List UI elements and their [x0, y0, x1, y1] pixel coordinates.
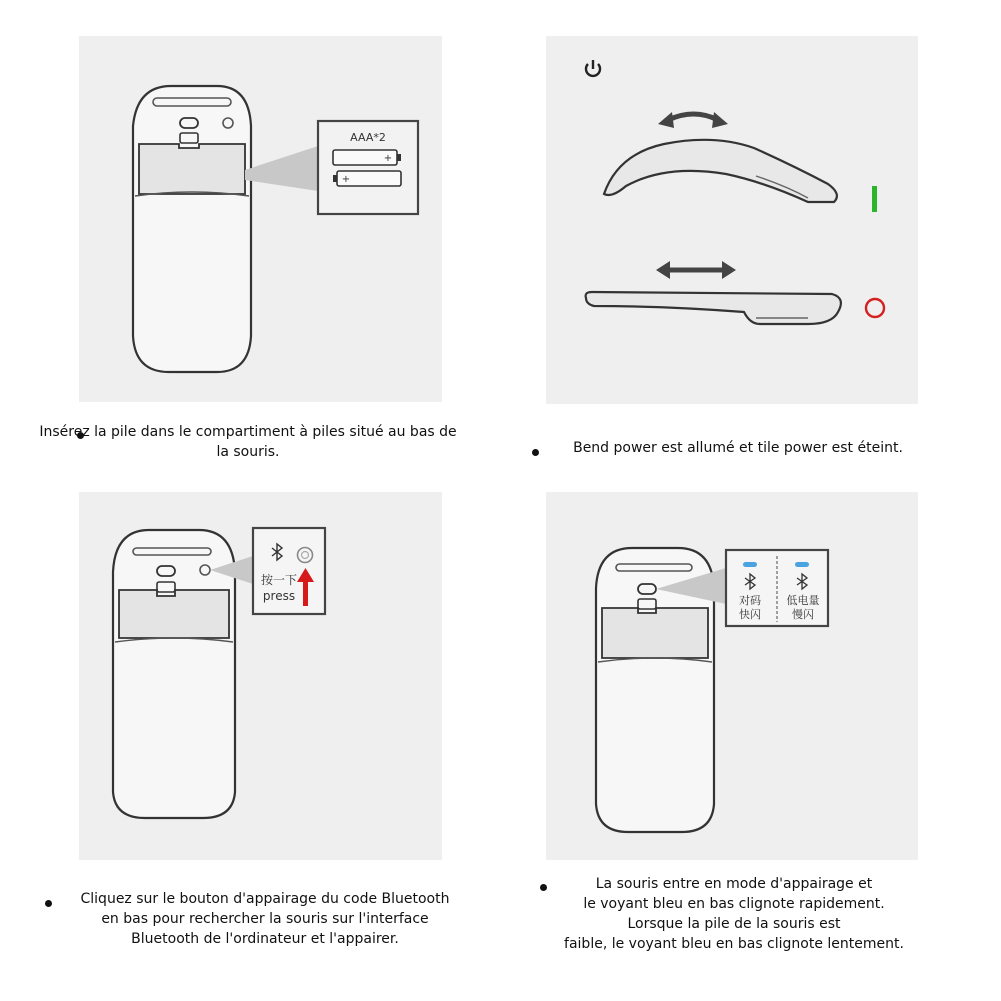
bend-arrow-icon: [658, 112, 728, 128]
pairing-panel: [79, 492, 442, 860]
fast-blink-label-2: 快闪: [739, 608, 761, 621]
mouse-bottom-battery-illustration: [79, 36, 442, 402]
on-indicator: [872, 186, 877, 212]
slow-blink-label-2: 慢闪: [792, 608, 814, 621]
caption-line: Lorsque la pile de la souris est: [627, 916, 841, 932]
flat-mouse: [586, 292, 841, 324]
svg-text:+: +: [383, 153, 393, 164]
off-indicator: [866, 299, 884, 317]
battery-cover: [119, 590, 229, 638]
battery-cover: [602, 608, 708, 658]
caption-line: la souris.: [216, 444, 280, 460]
caption-line: Bend power est allumé et tile power est éteint.: [573, 440, 903, 456]
battery-cover: [139, 144, 245, 194]
power-states-illustration: [546, 36, 918, 404]
caption-line: en bas pour rechercher la souris sur l'interface: [101, 911, 429, 927]
bullet-icon: [532, 449, 539, 456]
slow-blink-label-1: 低电量: [786, 594, 820, 607]
press-label-en: press: [262, 589, 296, 603]
caption-line: La souris entre en mode d'appairage et: [595, 876, 873, 892]
power-panel: [546, 36, 918, 404]
pairing-caption: [50, 889, 480, 949]
flat-arrow-icon: [656, 261, 736, 279]
caption-line: Insérez la pile dans le compartiment à piles situé au bas de: [39, 424, 457, 440]
power-icon: [586, 60, 600, 76]
battery-panel: [79, 36, 442, 402]
battery-type-label: AAA*2: [350, 131, 386, 144]
fast-blink-led-icon: [743, 562, 757, 567]
led-panel: [546, 492, 918, 860]
caption-line: Bluetooth de l'ordinateur et l'appairer.: [131, 931, 399, 947]
caption-line: Cliquez sur le bouton d'appairage du code Bluetooth: [80, 891, 450, 907]
bent-mouse: [604, 140, 837, 202]
press-label-cn: 按一下: [260, 573, 298, 587]
power-caption: [548, 438, 928, 458]
caption-line: faible, le voyant bleu en bas clignote lentement.: [564, 936, 904, 952]
led-caption: [538, 874, 930, 954]
pairing-button-illustration: [79, 492, 442, 860]
battery-caption: [10, 422, 486, 462]
slow-blink-led-icon: [795, 562, 809, 567]
fast-blink-label-1: 对码: [739, 594, 761, 607]
svg-text:+: +: [341, 174, 351, 185]
led-indicator-illustration: [546, 492, 918, 860]
caption-line: le voyant bleu en bas clignote rapidement.: [583, 896, 885, 912]
